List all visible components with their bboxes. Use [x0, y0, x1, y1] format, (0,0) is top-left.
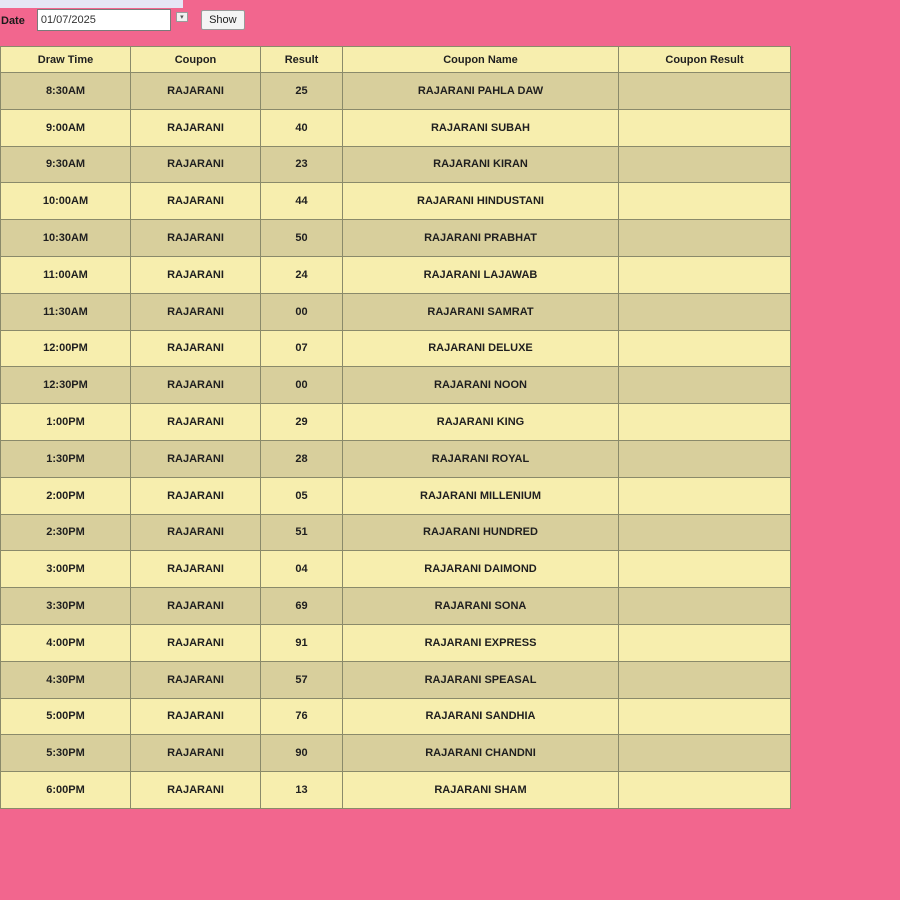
header-coupon-result: Coupon Result	[619, 47, 791, 73]
show-button[interactable]: Show	[201, 10, 245, 30]
cell-coupon: RAJARANI	[131, 404, 261, 441]
cell-coupon: RAJARANI	[131, 514, 261, 551]
table-row	[1, 661, 791, 698]
cell-coupon-result	[619, 367, 791, 404]
cell-coupon-name: RAJARANI KIRAN	[343, 146, 619, 183]
cell-coupon-name: RAJARANI DELUXE	[343, 330, 619, 367]
cell-coupon-name: RAJARANI CHANDNI	[343, 735, 619, 772]
cell-coupon: RAJARANI	[131, 183, 261, 220]
cell-coupon: RAJARANI	[131, 367, 261, 404]
table-row	[1, 551, 791, 588]
table-row	[1, 109, 791, 146]
table-row	[1, 588, 791, 625]
cell-coupon-result	[619, 661, 791, 698]
cell-result: 24	[261, 256, 343, 293]
header-result: Result	[261, 47, 343, 73]
cell-coupon: RAJARANI	[131, 772, 261, 809]
cell-coupon: RAJARANI	[131, 624, 261, 661]
cell-coupon-result	[619, 183, 791, 220]
header-coupon-name: Coupon Name	[343, 47, 619, 73]
cell-draw-time: 12:00PM	[1, 330, 131, 367]
cell-result: 29	[261, 404, 343, 441]
cell-draw-time: 5:30PM	[1, 735, 131, 772]
cell-result: 91	[261, 624, 343, 661]
cell-coupon-result	[619, 220, 791, 257]
cell-coupon-result	[619, 772, 791, 809]
cell-coupon-result	[619, 514, 791, 551]
cell-coupon-result	[619, 330, 791, 367]
cell-result: 76	[261, 698, 343, 735]
cell-coupon: RAJARANI	[131, 551, 261, 588]
calendar-icon[interactable]: ▾	[176, 12, 188, 22]
table-row	[1, 698, 791, 735]
table-row	[1, 183, 791, 220]
cell-coupon-name: RAJARANI HINDUSTANI	[343, 183, 619, 220]
cell-coupon-result	[619, 440, 791, 477]
cell-coupon: RAJARANI	[131, 477, 261, 514]
cell-coupon-name: RAJARANI DAIMOND	[343, 551, 619, 588]
cell-draw-time: 6:00PM	[1, 772, 131, 809]
cell-coupon-result	[619, 477, 791, 514]
header-coupon: Coupon	[131, 47, 261, 73]
cell-draw-time: 2:30PM	[1, 514, 131, 551]
cell-result: 28	[261, 440, 343, 477]
cell-coupon: RAJARANI	[131, 440, 261, 477]
cell-coupon-result	[619, 588, 791, 625]
cell-draw-time: 3:00PM	[1, 551, 131, 588]
cell-result: 00	[261, 293, 343, 330]
cell-draw-time: 12:30PM	[1, 367, 131, 404]
table-row	[1, 367, 791, 404]
cell-draw-time: 11:30AM	[1, 293, 131, 330]
cell-draw-time: 2:00PM	[1, 477, 131, 514]
cell-coupon-name: RAJARANI PRABHAT	[343, 220, 619, 257]
cell-coupon-name: RAJARANI LAJAWAB	[343, 256, 619, 293]
table-row	[1, 624, 791, 661]
cell-result: 04	[261, 551, 343, 588]
cell-coupon-name: RAJARANI HUNDRED	[343, 514, 619, 551]
top-strip	[0, 0, 183, 8]
cell-draw-time: 1:00PM	[1, 404, 131, 441]
cell-coupon: RAJARANI	[131, 698, 261, 735]
cell-result: 07	[261, 330, 343, 367]
table-row	[1, 146, 791, 183]
cell-result: 50	[261, 220, 343, 257]
cell-coupon: RAJARANI	[131, 661, 261, 698]
cell-result: 57	[261, 661, 343, 698]
header-draw-time: Draw Time	[1, 47, 131, 73]
results-table	[0, 46, 791, 809]
cell-coupon: RAJARANI	[131, 220, 261, 257]
cell-result: 69	[261, 588, 343, 625]
table-row	[1, 514, 791, 551]
table-header-row	[1, 47, 791, 73]
table-row	[1, 735, 791, 772]
cell-result: 23	[261, 146, 343, 183]
cell-draw-time: 4:00PM	[1, 624, 131, 661]
cell-result: 51	[261, 514, 343, 551]
cell-coupon-name: RAJARANI ROYAL	[343, 440, 619, 477]
cell-coupon-result	[619, 293, 791, 330]
cell-coupon-result	[619, 109, 791, 146]
cell-coupon: RAJARANI	[131, 109, 261, 146]
date-filter-bar	[0, 8, 260, 32]
cell-draw-time: 5:00PM	[1, 698, 131, 735]
cell-coupon-result	[619, 146, 791, 183]
table-row	[1, 330, 791, 367]
cell-coupon: RAJARANI	[131, 256, 261, 293]
cell-coupon-name: RAJARANI SPEASAL	[343, 661, 619, 698]
cell-coupon-result	[619, 698, 791, 735]
cell-result: 25	[261, 73, 343, 110]
cell-draw-time: 10:30AM	[1, 220, 131, 257]
cell-draw-time: 11:00AM	[1, 256, 131, 293]
cell-coupon-name: RAJARANI SANDHIA	[343, 698, 619, 735]
cell-draw-time: 9:00AM	[1, 109, 131, 146]
cell-coupon-name: RAJARANI SUBAH	[343, 109, 619, 146]
cell-coupon-result	[619, 624, 791, 661]
cell-coupon-result	[619, 73, 791, 110]
cell-draw-time: 8:30AM	[1, 73, 131, 110]
cell-coupon: RAJARANI	[131, 293, 261, 330]
cell-coupon: RAJARANI	[131, 146, 261, 183]
cell-coupon-result	[619, 404, 791, 441]
date-input[interactable]	[37, 9, 171, 31]
table-row	[1, 772, 791, 809]
cell-coupon-name: RAJARANI SAMRAT	[343, 293, 619, 330]
cell-draw-time: 9:30AM	[1, 146, 131, 183]
cell-coupon-name: RAJARANI MILLENIUM	[343, 477, 619, 514]
table-row	[1, 477, 791, 514]
table-row	[1, 73, 791, 110]
cell-result: 40	[261, 109, 343, 146]
table-row	[1, 256, 791, 293]
cell-coupon-name: RAJARANI NOON	[343, 367, 619, 404]
cell-draw-time: 1:30PM	[1, 440, 131, 477]
table-row	[1, 404, 791, 441]
cell-coupon-result	[619, 256, 791, 293]
date-label: Date	[1, 15, 25, 27]
cell-result: 05	[261, 477, 343, 514]
cell-draw-time: 10:00AM	[1, 183, 131, 220]
table-row	[1, 220, 791, 257]
cell-coupon: RAJARANI	[131, 330, 261, 367]
cell-result: 00	[261, 367, 343, 404]
table-body	[1, 73, 791, 809]
cell-result: 13	[261, 772, 343, 809]
cell-coupon-result	[619, 735, 791, 772]
cell-coupon-name: RAJARANI SONA	[343, 588, 619, 625]
cell-coupon-result	[619, 551, 791, 588]
cell-coupon: RAJARANI	[131, 73, 261, 110]
table-row	[1, 440, 791, 477]
table-row	[1, 293, 791, 330]
cell-result: 44	[261, 183, 343, 220]
cell-coupon-name: RAJARANI KING	[343, 404, 619, 441]
cell-coupon-name: RAJARANI PAHLA DAW	[343, 73, 619, 110]
cell-coupon-name: RAJARANI SHAM	[343, 772, 619, 809]
cell-coupon: RAJARANI	[131, 735, 261, 772]
cell-coupon: RAJARANI	[131, 588, 261, 625]
cell-draw-time: 4:30PM	[1, 661, 131, 698]
cell-coupon-name: RAJARANI EXPRESS	[343, 624, 619, 661]
cell-draw-time: 3:30PM	[1, 588, 131, 625]
cell-result: 90	[261, 735, 343, 772]
